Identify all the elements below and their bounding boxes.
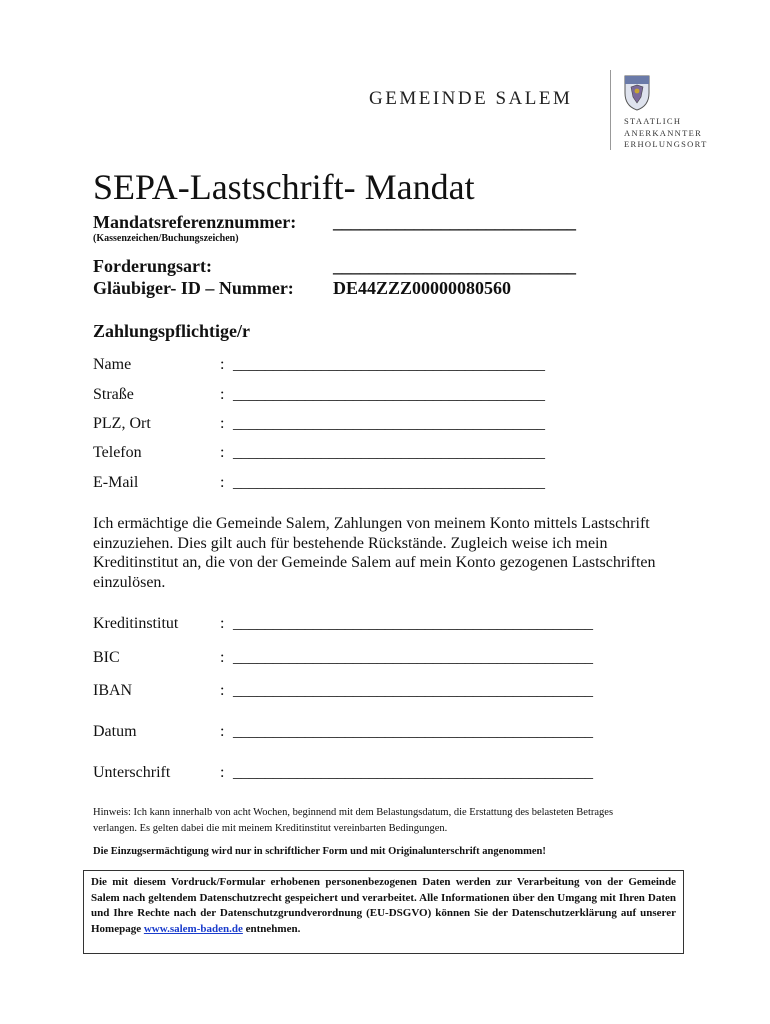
privacy-notice [91, 875, 676, 937]
mandate-ref-field[interactable]: ___________________________ [333, 212, 576, 232]
authorization-text: Ich ermächtige die Gemeinde Salem, Zahlungen von meinem Konto mittels Lastschrift einzuziehen. Dies gilt auch für bestehende Rückstände. Zugleich weise ich mein Kreditinstitut an, die von der Gemeinde Salem auf mein Konto gezogenen Lastschriften einzulösen. [93, 515, 656, 591]
field-colon: : [220, 615, 225, 632]
zip-city-field[interactable]: _______________________________________ [233, 415, 545, 432]
original-signature-note: Die Einzugsermächtigung wird nur in schriftlicher Form und mit Originalunterschrift angenommen! [93, 846, 546, 857]
subtitle-line: STAATLICH [624, 116, 682, 126]
coat-of-arms-icon [622, 73, 652, 111]
field-colon: : [220, 444, 225, 461]
homepage-link[interactable]: www.salem-baden.de [143, 922, 243, 935]
name-label: Name [93, 356, 132, 373]
field-colon: : [220, 649, 225, 666]
street-field[interactable]: _______________________________________ [233, 386, 545, 403]
bank-field[interactable]: _____________________________________________ [233, 615, 593, 632]
signature-field[interactable]: _____________________________________________ [233, 764, 593, 781]
email-field[interactable]: _______________________________________ [233, 474, 545, 491]
field-colon: : [220, 415, 225, 432]
organization-subtitle [624, 116, 724, 151]
name-field[interactable]: _______________________________________ [233, 356, 545, 373]
field-colon: : [220, 682, 225, 699]
subtitle-line: ANERKANNTER [624, 127, 703, 138]
privacy-text-end: entnehmen. [242, 922, 301, 935]
bic-label: BIC [93, 649, 120, 666]
bic-field[interactable]: _____________________________________________ [233, 649, 593, 666]
claim-type-label: Forderungsart: [93, 256, 212, 276]
signature-label: Unterschrift [93, 764, 171, 781]
privacy-text: Die mit diesem Vordruck/Formular erhobenen personenbezogenen Daten werden zur Verarbeitung von der Gemeinde Salem nach geltendem Datenschutzrecht gespeichert und verarbeitet. Alle Informationen über den Umgang mit Ihren Daten und Ihre Rechte nach der Datenschutzgrundverordnung (EU-DSGVO) können Sie der Datenschutzerklärung auf unserer Homepage [91, 876, 676, 935]
phone-field[interactable]: _______________________________________ [233, 444, 545, 461]
field-colon: : [220, 723, 225, 740]
field-colon: : [220, 356, 225, 373]
claim-type-field[interactable]: ___________________________ [333, 256, 576, 276]
subtitle-line: ERHOLUNGSORT [624, 139, 708, 149]
date-field[interactable]: _____________________________________________ [233, 723, 593, 740]
mandate-ref-label: Mandatsreferenznummer: [93, 212, 297, 232]
organization-name: GEMEINDE SALEM [369, 88, 573, 109]
field-colon: : [220, 474, 225, 491]
iban-field[interactable]: _____________________________________________ [233, 682, 593, 699]
refund-hint: Hinweis: Ich kann innerhalb von acht Wochen, beginnend mit dem Belastungsdatum, die Erstattung des belasteten Betrages verlangen. Es gelten dabei die mit meinem Kreditinstitut vereinbarten Bedingungen. [93, 807, 614, 834]
email-label: E-Mail [93, 474, 139, 491]
field-colon: : [220, 386, 225, 403]
privacy-notice-box [83, 870, 684, 954]
mandate-ref-hint: (Kassenzeichen/Buchungszeichen) [93, 233, 239, 244]
zip-city-label: PLZ, Ort [93, 415, 151, 432]
payer-heading: Zahlungspflichtige/r [93, 321, 251, 341]
bank-label: Kreditinstitut [93, 615, 179, 632]
phone-label: Telefon [93, 444, 142, 461]
field-colon: : [220, 764, 225, 781]
street-label: Straße [93, 386, 134, 403]
iban-label: IBAN [93, 682, 133, 699]
creditor-id-value: DE44ZZZ00000080560 [333, 278, 512, 298]
header-divider [610, 70, 611, 150]
creditor-id-label: Gläubiger- ID – Nummer: [93, 278, 294, 298]
document-title: SEPA-Lastschrift- Mandat [93, 167, 475, 207]
date-label: Datum [93, 723, 137, 740]
